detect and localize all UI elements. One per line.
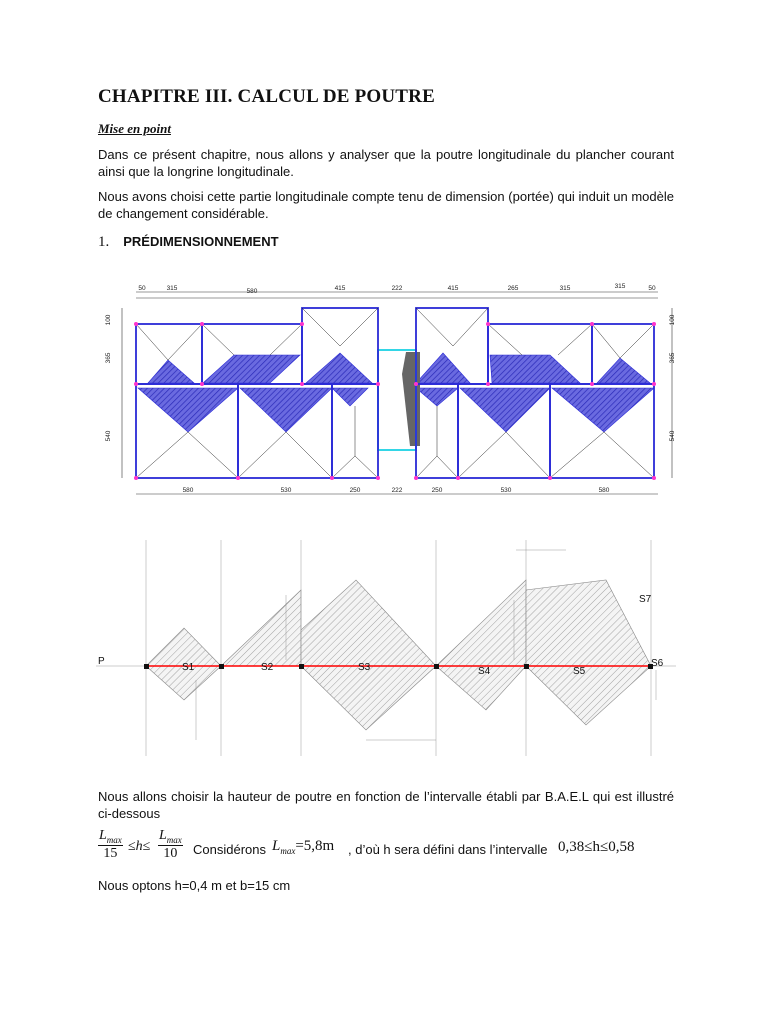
numerator-left: L xyxy=(99,828,107,843)
plan-left-dim: 100 xyxy=(105,314,112,326)
lmax-sub: max xyxy=(280,846,296,856)
plan-top-dim: 415 xyxy=(447,285,459,292)
chapter-title: CHAPITRE III. CALCUL DE POUTRE xyxy=(98,86,435,107)
lmax-expression xyxy=(272,838,334,856)
plan-right-dim: 100 xyxy=(669,314,676,326)
formula-line xyxy=(98,828,698,868)
choice-paragraph: Nous allons choisir la hauteur de poutre en fonction de l’intervalle établi par B.A.E.L qui est illustré ci-dessous xyxy=(98,789,674,821)
section-label: PRÉDIMENSIONNEMENT xyxy=(123,234,279,249)
plan-top-dim: 222 xyxy=(391,285,403,292)
plan-bottom-dim: 250 xyxy=(431,487,443,494)
numerator-left-sub: max xyxy=(106,834,122,845)
plan-right-dim: 365 xyxy=(669,352,676,364)
plan-bottom-dim: 530 xyxy=(280,487,292,494)
considerons-text: Considérons xyxy=(193,842,266,857)
numerator-right-sub: max xyxy=(166,834,182,845)
plan-top-dim: 315 xyxy=(614,283,626,290)
span-label-s5: S5 xyxy=(573,666,586,677)
denominator-right: 10 xyxy=(163,845,178,861)
plan-top-dim: 415 xyxy=(334,285,346,292)
span-label-s4: S4 xyxy=(478,666,491,677)
span-label-s2: S2 xyxy=(261,662,274,673)
interval-text: , d’où h sera défini dans l’intervalle xyxy=(348,842,548,857)
intro-paragraph-1: Dans ce présent chapitre, nous allons y analyser que la poutre longitudinale du plancher courant ainsi que la longrine longitudinale. xyxy=(98,147,674,179)
plan-bottom-dim: 222 xyxy=(391,487,403,494)
fraction-left xyxy=(98,828,123,862)
plan-bottom-dim: 530 xyxy=(500,487,512,494)
span-label-s3: S3 xyxy=(358,662,371,673)
option-paragraph: Nous optons h=0,4 m et b=15 cm xyxy=(98,878,291,893)
span-label-s1: S1 xyxy=(182,662,195,673)
fraction-right xyxy=(158,828,183,862)
beam-label-p: P xyxy=(98,656,105,667)
beam-load-diagram xyxy=(96,540,676,756)
span-label-s7: S7 xyxy=(639,594,652,605)
plan-right-dim: 540 xyxy=(669,430,676,442)
plan-top-dim: 50 xyxy=(648,285,656,292)
plan-top-dim: 265 xyxy=(507,285,519,292)
floor-plan-drawing xyxy=(105,278,686,504)
plan-bottom-dim: 580 xyxy=(598,487,610,494)
plan-top-dim: 580 xyxy=(246,288,258,295)
plan-top-dim: 315 xyxy=(559,285,571,292)
plan-top-dim: 315 xyxy=(166,285,178,292)
plan-left-dim: 540 xyxy=(105,430,112,442)
numerator-right: L xyxy=(159,828,167,843)
plan-bottom-dim: 250 xyxy=(349,487,361,494)
section-heading xyxy=(98,234,279,251)
subtitle: Mise en point xyxy=(98,121,171,136)
plan-top-dim: 50 xyxy=(138,285,146,292)
plan-left-dim: 365 xyxy=(105,352,112,364)
section-number: 1. xyxy=(98,234,110,250)
lmax-value: =5,8m xyxy=(295,838,335,854)
denominator-left: 15 xyxy=(103,845,118,861)
span-label-s6: S6 xyxy=(651,658,664,669)
lmax-symbol: L xyxy=(272,838,281,854)
intro-paragraph-2: Nous avons choisi cette partie longitudinale compte tenu de dimension (portée) qui induit un modèle de changement considérable. xyxy=(98,189,674,221)
plan-bottom-dim: 580 xyxy=(182,487,194,494)
interval-expression: 0,38≤h≤0,58 xyxy=(558,839,635,855)
inequality-middle: ≤h≤ xyxy=(128,839,151,854)
